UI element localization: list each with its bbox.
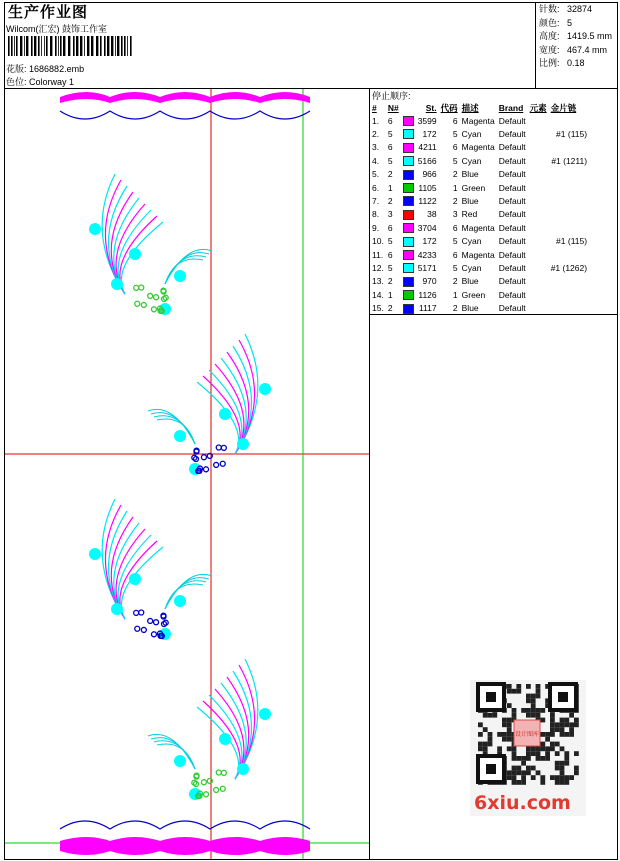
colorway-row — [6, 75, 74, 88]
stat-width: 宽度: 467.4 mm — [539, 44, 608, 55]
color-swatch — [403, 143, 414, 153]
table-row: 9. 6 3704 6 Magenta Default — [372, 222, 526, 233]
stat-height: 高度: 1419.5 mm — [539, 31, 613, 42]
color-swatch — [403, 223, 414, 233]
col-needle: N# — [387, 102, 399, 113]
stat-colors: 颜色: 5 — [539, 17, 573, 28]
col-description: 描述 — [461, 102, 479, 113]
col-brand: Brand — [498, 102, 524, 113]
table-row: 7. 2 1122 2 Blue Default — [372, 196, 526, 207]
table-row: 1. 6 3599 6 Magenta Default — [372, 115, 526, 126]
color-swatch — [403, 116, 414, 126]
color-swatch — [403, 250, 414, 260]
color-swatch — [403, 290, 414, 300]
col-code: 代码 — [440, 102, 458, 113]
page-title: 生产作业图 — [8, 4, 89, 21]
table-row: 4. 5 5166 5 Cyan Default #1 (1211) — [372, 155, 588, 166]
colorway-value: Colorway 1 — [29, 77, 75, 87]
embroidery-preview — [5, 89, 369, 859]
design-file: 1686882.emb — [29, 64, 85, 74]
table-row: 8. 3 38 3 Red Default — [372, 209, 526, 220]
embroidery-motif-1 — [89, 174, 212, 315]
stop-sequence-table — [370, 101, 589, 315]
color-swatch — [403, 129, 414, 139]
watermark-badge: 设计图库 — [514, 732, 540, 738]
table-row: 3. 6 4211 6 Magenta Default — [372, 142, 526, 153]
color-swatch — [403, 156, 414, 166]
watermark-text: 6xiu.com — [474, 792, 571, 814]
table-row: 13. 2 970 2 Blue Default — [372, 276, 526, 287]
table-row: 6. 1 1105 1 Green Default — [372, 182, 526, 193]
table-row: 15. 2 1117 2 Blue Default — [372, 303, 526, 314]
stats-list — [539, 3, 612, 71]
embroidery-motif-4 — [148, 659, 271, 800]
col-element: 元素 — [529, 102, 547, 113]
table-row: 14. 1 1126 1 Green Default — [372, 289, 526, 300]
bottom-scallop-border — [60, 821, 310, 855]
design-label: 花版: — [6, 64, 27, 74]
table-row: 11. 6 4233 6 Magenta Default — [372, 249, 526, 260]
stat-stitches: 针数: 32874 — [539, 4, 593, 14]
design-row — [6, 62, 84, 75]
top-scallop-border — [60, 92, 310, 119]
colorway-label: 色位: — [6, 77, 27, 87]
table-header-row — [370, 101, 589, 114]
studio-subtitle: Wilcom(汇宏) 鼓饰工作室 — [6, 24, 107, 34]
color-swatch — [403, 263, 414, 273]
color-swatch — [403, 196, 414, 206]
color-swatch — [403, 277, 414, 287]
table-row: 12. 5 5171 5 Cyan Default #1 (1262) — [372, 262, 588, 273]
color-swatch — [403, 304, 414, 314]
color-swatch — [403, 183, 414, 193]
table-row: 5. 2 966 2 Blue Default — [372, 169, 526, 180]
embroidery-motif-3 — [89, 499, 212, 640]
col-stitches: St. — [425, 102, 437, 113]
color-swatch — [403, 237, 414, 247]
col-index: # — [372, 102, 377, 113]
col-sequin: 金片链 — [550, 102, 577, 113]
barcode — [8, 36, 136, 56]
sequence-heading: 停止顺序: — [372, 91, 411, 101]
color-swatch — [403, 170, 414, 180]
color-swatch — [403, 210, 414, 220]
stat-scale: 比例: 0.18 — [539, 58, 585, 69]
table-row: 10. 5 172 5 Cyan Default #1 (115) — [372, 236, 588, 247]
table-row: 2. 5 172 5 Cyan Default #1 (115) — [372, 129, 588, 140]
